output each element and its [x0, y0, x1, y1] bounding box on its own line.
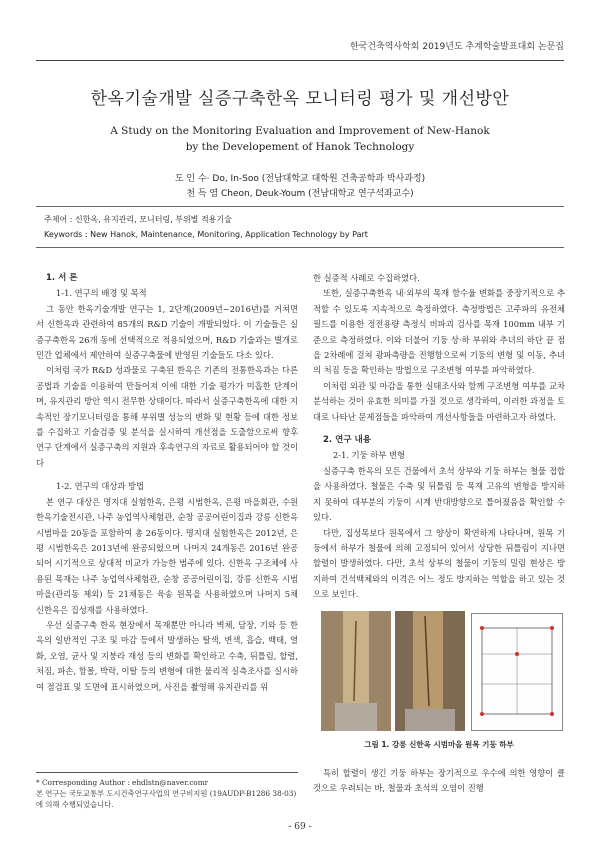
keywords-box: [36, 206, 564, 248]
title-en-line2: by the Developement of Hanok Technology: [185, 141, 415, 153]
title-en-line1: A Study on the Monitoring Evaluation and Improvement of New-Hanok: [110, 125, 490, 137]
floor-plan-drawing: [471, 613, 563, 731]
journal-header: 한국건축역사학회 2019년도 추계학술발표대회 논문집: [36, 40, 564, 61]
section-2-heading: 2. 연구 내용: [323, 435, 371, 446]
paragraph: 이처럼 외관 및 마감을 통한 실태조사와 함께 구조변형 여부를 교차 분석하는 것이 유효한 의미를 가질 것으로 생각하여, 이러한 과정을 토대로 나타난 문제점들을 파악하여 개선사항들을 마련하고자 하였다.: [313, 380, 565, 422]
keywords-english: Keywords : New Hanok, Maintenance, Monitoring, Application Technology by Part: [44, 230, 368, 239]
column-photo-1: [321, 611, 391, 731]
paragraph: 다만, 집성목보다 원목에서 그 양상이 확연하게 나타나며, 원목 기둥에서 하부가 철물에 의해 고정되어 있어서 상당한 뒤틀림이 지나면 할렬이 발생하였다. 다만, 초석 상부의 철물이 기둥의 밀림 현상은 방지하여 건석백체와의 이격은 어느 정도 방지하는 역할을 하고 있는 것으로 보인다.: [313, 527, 565, 600]
paragraph: 실증구축 한옥의 모든 건물에서 초석 상부와 기둥 하부는 철물 접합을 사용하였다. 철물은 수축 및 뒤틀림 등 목재 고유의 변형을 방지하지 못하여 대부분의 기둥이 시계 반대방향으로 틀어졌음을 확인할 수 있다.: [313, 465, 565, 523]
right-column: [313, 271, 565, 796]
paper-title-english: [0, 123, 600, 155]
paragraph: 그 동안 한옥기술개발 연구는 1, 2단계(2009년~2016년)를 거쳐면서 신한옥과 관련하여 85개의 R&D 기술이 개발되었다. 이 기술들은 실증구축한옥 26개 동에 선택적으로 적용되었으며, R&D 기술과는 별개로 민간 업체에서 제안하여 실증구축물에 반영된 기술들도 다소 있다.: [36, 303, 298, 361]
corresponding-author: * Corresponding Author : ehdlstn@naver.comr: [36, 778, 209, 787]
section-1-1-heading: 1-1. 연구의 배경 및 목적: [56, 288, 147, 299]
left-column: [36, 271, 298, 695]
author-2: 천 득 염 Cheon, Deuk-Youm (전남대학교 연구석좌교수): [186, 189, 414, 199]
column-photo-2: [395, 611, 465, 731]
section-1-2-heading: 1-2. 연구의 대상과 방법: [56, 481, 145, 492]
paragraph: 특히 할렬이 생긴 기둥 하부는 장기적으로 우수에 의한 영향이 클 것으로 우려되는 바, 철물과 초석의 오염이 진행: [313, 767, 565, 793]
paper-title-korean: 한옥기술개발 실증구축한옥 모니터링 평가 및 개선방안: [90, 89, 510, 109]
funding-note: 본 연구는 국토교통부 도시건축연구사업의 연구비지원 (19AUDP-B1286 38-03)에 의해 수행되었습니다.: [36, 789, 297, 809]
figure-caption: 그림 1. 강릉 신한옥 시범마을 원목 기둥 하부: [364, 739, 514, 749]
section-1-heading: 1. 서 론: [46, 273, 78, 283]
footnote: [36, 772, 298, 810]
paragraph: 본 연구 대상은 명지대 실험한옥, 은평 시범한옥, 은평 마을회관, 수원 한옥기술전시관, 나주 농업역사체험관, 순창 공공어린이집과 강릉 신한옥 시범마을 20동을 포함하여 총 26동이다. 명지대 실험한옥은 2012년, 은평 시범한옥은 2013년에 완공되었으며 나머지 24개동은 2016년 완공되어 시기적으로 상대적 비교가 가능한 범주에 있다. 신한옥 구조체에 사용된 목재는 나주 농업역사체험관, 순창 공공어린이집, 강릉 신한옥 시범마을(관리동 제외) 등 21채동은 육송 원목을 사용하였으며 나머지 5채 신한옥은 집성재를 사용하였다.: [36, 496, 298, 615]
figure-1: [313, 611, 565, 766]
paragraph: 우선 실증구축 한옥 현장에서 목재뿐만 아니라 벽체, 담장, 기와 등 한옥의 일반적인 구조 및 마감 등에서 발생하는 탈색, 변색, 흡습, 백태, 열화, 오염, 균사 및 지붕라 재성 등의 변화를 확인하고 수축, 뒤틀림, 할렬, 처짐, 파손, 함몰, 박락, 이탈 등의 변형에 대한 물리적 실측조사를 실시하여 점검표 및 도면에 표시하였으며, 사진을 촬영해 유지관리를 위: [36, 619, 298, 692]
keywords-korean: 주제어 : 신한옥, 유지관리, 모니터링, 부위별 적용기술: [44, 215, 232, 224]
page-number: - 69 -: [288, 822, 312, 832]
paragraph: 또한, 실증구축한옥 내·외부의 목재 함수율 변화를 중장기적으로 추적할 수 있도록 지속적으로 측정하였다. 측정방법은 고주파의 유전체 필드를 이용한 정전용량 측정식 비파괴 검사를 목재 100mm 내부 기준으로 측정하였다. 이와 더불어 기둥 상·하 부위와 추녀의 하단 끝 점을 2차례에 걸쳐 광파측량을 진행함으로써 기둥의 변형 및 이동, 추녀의 처짐 등을 확인하는 방법으로 구조변형 여부를 파악하였다.: [313, 288, 565, 376]
paragraph: 한 실증적 사례로 수집하였다.: [313, 273, 420, 283]
author-1: 도 인 수· Do, In-Soo (전남대학교 대학원 건축공학과 박사과정): [174, 174, 426, 184]
paragraph: 이처럼 국가 R&D 성과물로 구축된 한옥은 기존의 전통한옥과는 다른 공법과 기술을 이용하여 만들어져 이에 대한 기술 평가가 미흡한 단계이며, 유지관리 방안 역시 전무한 상태이다. 따라서 실증구축한옥에 대한 지속적인 장기모니터링을 통해 부위별 성능의 변화 및 현황 등에 대한 정보를 수집하고 기술검증 및 분석을 실시하여 개선점을 도출함으로써 향후 연구 단계에서 실증구축의 지원과 후속연구의 자료로 활용되어야 할 것이다: [36, 365, 298, 468]
section-2-1-heading: 2-1. 기둥 하부 변형: [333, 450, 405, 461]
